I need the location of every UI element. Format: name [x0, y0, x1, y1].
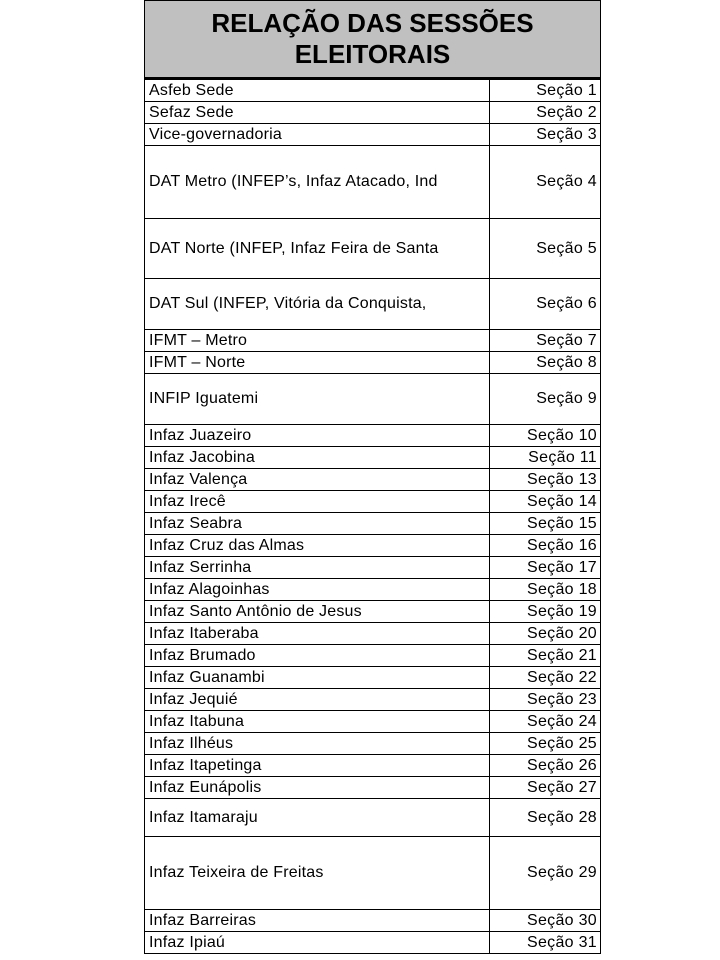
table-row [145, 910, 601, 932]
sessions-sheet [144, 0, 601, 954]
section-number-cell: Seção 17 [490, 557, 601, 579]
office-name-cell: Infaz Itapetinga [145, 755, 490, 777]
office-name-cell: INFIP Iguatemi [145, 374, 490, 425]
office-name-cell: Infaz Alagoinhas [145, 579, 490, 601]
office-name-cell: Infaz Barreiras [145, 910, 490, 932]
section-number-cell: Seção 10 [490, 425, 601, 447]
office-name-cell: DAT Norte (INFEP, Infaz Feira de Santa [145, 219, 490, 279]
sessions-table [144, 79, 601, 954]
table-row [145, 689, 601, 711]
office-name-cell: Infaz Cruz das Almas [145, 535, 490, 557]
table-row [145, 579, 601, 601]
section-number-cell: Seção 31 [490, 932, 601, 954]
section-number-cell: Seção 15 [490, 513, 601, 535]
section-number-cell: Seção 29 [490, 837, 601, 910]
office-name-cell: Sefaz Sede [145, 102, 490, 124]
section-number-cell: Seção 8 [490, 352, 601, 374]
office-name-cell: Infaz Jequié [145, 689, 490, 711]
office-name-cell: Infaz Valença [145, 469, 490, 491]
section-number-cell: Seção 27 [490, 777, 601, 799]
office-name-cell: Infaz Teixeira de Freitas [145, 837, 490, 910]
section-number-cell: Seção 26 [490, 755, 601, 777]
section-number-cell: Seção 4 [490, 146, 601, 219]
table-row [145, 447, 601, 469]
table-row [145, 279, 601, 330]
table-row [145, 837, 601, 910]
office-name-cell: Infaz Irecê [145, 491, 490, 513]
office-name-cell: Infaz Itamaraju [145, 799, 490, 837]
section-number-cell: Seção 18 [490, 579, 601, 601]
section-number-cell: Seção 21 [490, 645, 601, 667]
table-row [145, 330, 601, 352]
table-row [145, 219, 601, 279]
section-number-cell: Seção 14 [490, 491, 601, 513]
office-name-cell: Infaz Ilhéus [145, 733, 490, 755]
office-name-cell: Infaz Brumado [145, 645, 490, 667]
section-number-cell: Seção 9 [490, 374, 601, 425]
section-number-cell: Seção 5 [490, 219, 601, 279]
office-name-cell: DAT Sul (INFEP, Vitória da Conquista, [145, 279, 490, 330]
office-name-cell: Infaz Juazeiro [145, 425, 490, 447]
section-number-cell: Seção 13 [490, 469, 601, 491]
office-name-cell: IFMT – Norte [145, 352, 490, 374]
office-name-cell: Vice-governadoria [145, 124, 490, 146]
section-number-cell: Seção 22 [490, 667, 601, 689]
office-name-cell: Infaz Eunápolis [145, 777, 490, 799]
table-row [145, 557, 601, 579]
office-name-cell: Infaz Jacobina [145, 447, 490, 469]
section-number-cell: Seção 7 [490, 330, 601, 352]
table-row [145, 799, 601, 837]
table-row [145, 513, 601, 535]
office-name-cell: Infaz Santo Antônio de Jesus [145, 601, 490, 623]
table-row [145, 645, 601, 667]
office-name-cell: Infaz Itaberaba [145, 623, 490, 645]
table-row [145, 601, 601, 623]
section-number-cell: Seção 6 [490, 279, 601, 330]
table-row [145, 124, 601, 146]
table-row [145, 667, 601, 689]
office-name-cell: Infaz Serrinha [145, 557, 490, 579]
section-number-cell: Seção 20 [490, 623, 601, 645]
table-row [145, 374, 601, 425]
page-title [144, 0, 601, 79]
section-number-cell: Seção 1 [490, 80, 601, 102]
table-row [145, 733, 601, 755]
office-name-cell: IFMT – Metro [145, 330, 490, 352]
office-name-cell: Infaz Ipiaú [145, 932, 490, 954]
section-number-cell: Seção 2 [490, 102, 601, 124]
table-row [145, 932, 601, 954]
section-number-cell: Seção 28 [490, 799, 601, 837]
section-number-cell: Seção 3 [490, 124, 601, 146]
title-line-2: ELEITORAIS [294, 39, 451, 69]
table-row [145, 469, 601, 491]
table-row [145, 80, 601, 102]
office-name-cell: DAT Metro (INFEP’s, Infaz Atacado, Ind [145, 146, 490, 219]
table-row [145, 755, 601, 777]
section-number-cell: Seção 23 [490, 689, 601, 711]
section-number-cell: Seção 16 [490, 535, 601, 557]
table-row [145, 711, 601, 733]
section-number-cell: Seção 19 [490, 601, 601, 623]
table-row [145, 352, 601, 374]
section-number-cell: Seção 24 [490, 711, 601, 733]
office-name-cell: Infaz Guanambi [145, 667, 490, 689]
table-row [145, 425, 601, 447]
table-row [145, 491, 601, 513]
table-row [145, 777, 601, 799]
table-row [145, 623, 601, 645]
table-row [145, 535, 601, 557]
office-name-cell: Infaz Seabra [145, 513, 490, 535]
table-row [145, 146, 601, 219]
section-number-cell: Seção 11 [490, 447, 601, 469]
section-number-cell: Seção 25 [490, 733, 601, 755]
table-row [145, 102, 601, 124]
section-number-cell: Seção 30 [490, 910, 601, 932]
office-name-cell: Infaz Itabuna [145, 711, 490, 733]
title-line-1: RELAÇÃO DAS SESSÕES [211, 8, 534, 38]
office-name-cell: Asfeb Sede [145, 80, 490, 102]
